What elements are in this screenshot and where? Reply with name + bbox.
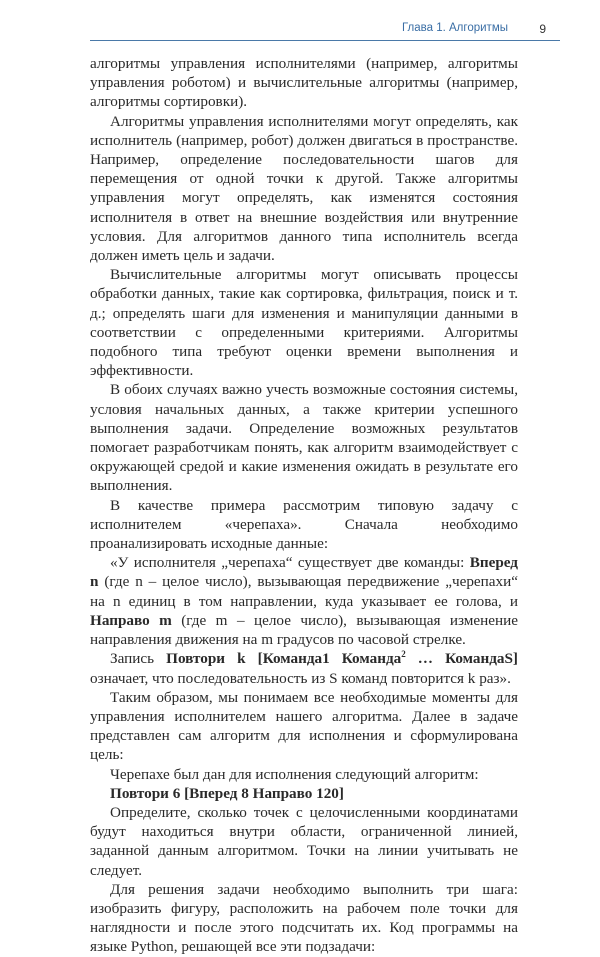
paragraph-6-text-c: (где n – целое число), вызывающая передвижение „черепахи“ на n единиц в том направлении, куда указывает ее голова, и <box>90 573 518 610</box>
repeat-syntax-part-1: Повтори k [Команда1 Команда <box>166 650 402 668</box>
paragraph-1: алгоритмы управления исполнителями (например, алгоритмы управления роботом) и вычислительные алгоритмы (например, алгоритмы сортировки). <box>90 55 518 111</box>
paragraph-12: Для решения задачи необходимо выполнить три шага: изобразить фигуру, расположить на рабочем поле точки для наглядности и после этого подсчитать их. Код программы на языке Python, решающей все эти подзадачи: <box>90 880 518 956</box>
header-rule <box>90 40 560 41</box>
paragraph-8: Таким образом, мы понимаем все необходимые моменты для управления исполнителем нашего алгоритма. Далее в задаче представлен сам алгоритм для исполнения и сформулирована цель: <box>90 688 518 764</box>
paragraph-4: В обоих случаях важно учесть возможные состояния системы, условия начальных данных, а также критерии успешного выполнения задачи. Определение возможных результатов помогает разработчикам понять, как алгоритм взаимодействует с окружающей средой и какие изменения ожидать в результате его выполнения. <box>90 381 518 495</box>
paragraph-5: В качестве примера рассмотрим типовую задачу с исполнителем «черепаха». Сначала необходимо проанализировать исходные данные: <box>90 496 518 553</box>
repeat-syntax-part-2: … КомандаS] <box>405 650 518 668</box>
command-forward: Вперед n <box>90 554 518 591</box>
paragraph-6-text-d: (где m – целое число), вызывающая изменение направления движения на m градусов по часовой стрелке. <box>90 611 519 649</box>
paragraph-3: Вычислительные алгоритмы могут описывать процессы обработки данных, такие как сортировка, фильтрация, поиск и т. д.; определять шаги для изменения и манипуляции данными в соответствии с определенными критериями. Алгоритмы подобного типа требуют оценки времени выполнения и эффективности. <box>90 266 518 380</box>
page-number: 9 <box>539 22 546 36</box>
repeat-syntax <box>166 650 518 667</box>
chapter-title: Глава 1. Алгоритмы <box>401 22 508 34</box>
paragraph-2: Алгоритмы управления исполнителями могут определять, как исполнитель (например, робот) должен двигаться в пространстве. Например, определение последовательности шагов для перемещения от одной точки к другой. Также алгоритмы управления могут определять, как изменятся состояния исполнителя в ответ на внешние воздействия или внутренние условия. Для алгоритмов данного типа исполнитель всегда должен иметь цель и задачи. <box>90 112 518 265</box>
paragraph-10-algorithm <box>90 784 518 803</box>
algorithm-code: Повтори 6 [Вперед 8 Направо 120] <box>110 784 344 802</box>
paragraph-7 <box>90 649 518 687</box>
page-header <box>90 20 560 40</box>
paragraph-6 <box>90 553 518 649</box>
paragraph-6-text-a: «У исполнителя „черепаха“ существует две команды: <box>110 554 470 572</box>
paragraph-11: Определите, сколько точек с целочисленными координатами будут находиться внутри области, ограниченной линией, заданной данным алгоритмом. Точки на линии учитывать не следует. <box>90 803 518 879</box>
page-body <box>90 54 518 957</box>
paragraph-7-text-c: означает, что последовательность из S команд повторится k раз». <box>90 669 511 687</box>
paragraph-7-text-a: Запись <box>110 650 167 668</box>
repeat-syntax-superscript: 2 <box>401 649 406 660</box>
command-right: Направо m <box>90 611 172 629</box>
paragraph-9: Черепахе был дан для исполнения следующий алгоритм: <box>110 765 479 783</box>
